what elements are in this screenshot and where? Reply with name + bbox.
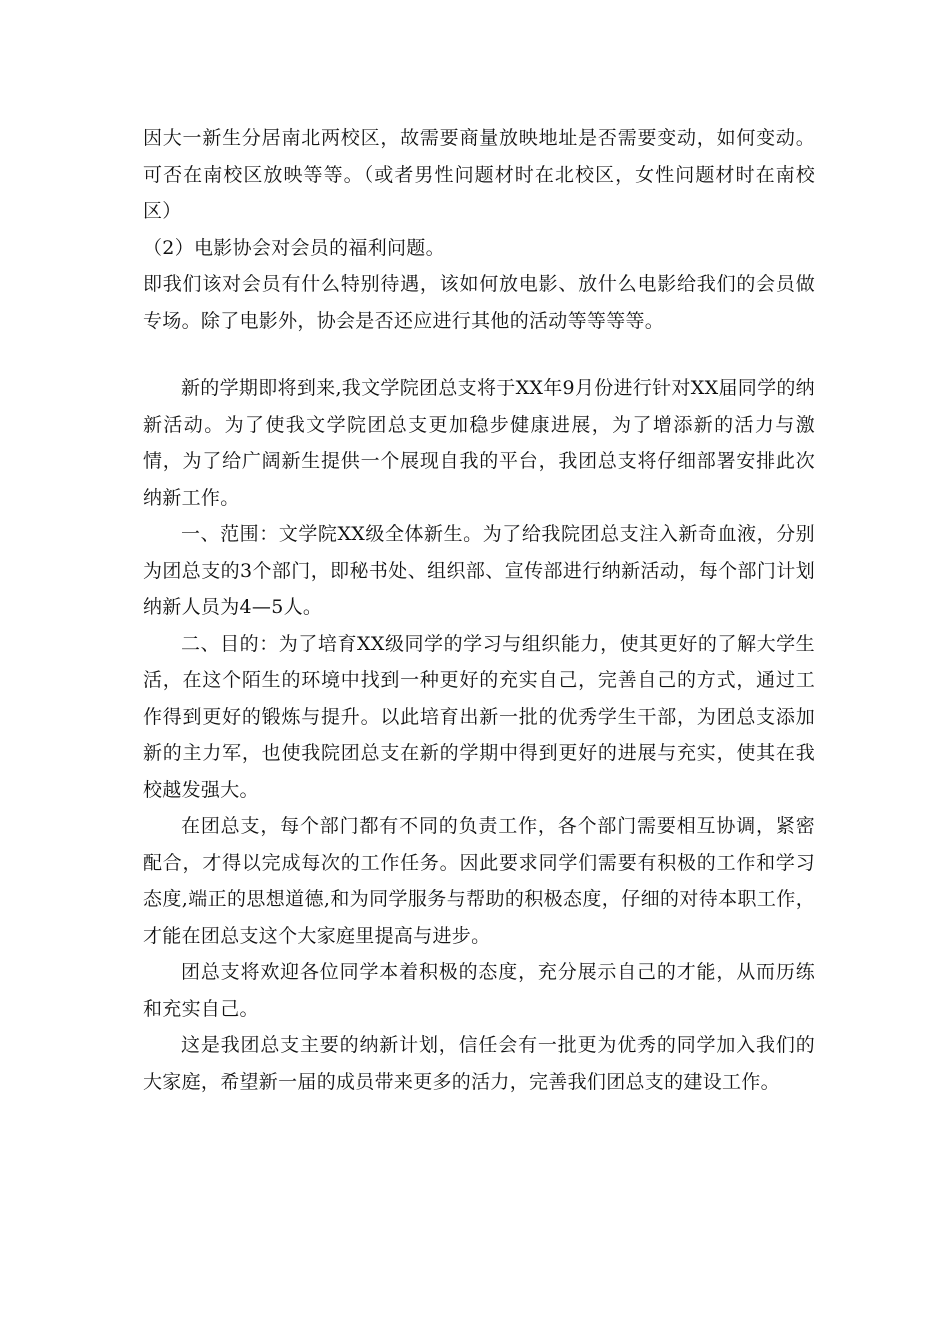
paragraph-purpose: 二、目的：为了培育XX级同学的学习与组织能力，使其更好的了解大学生活，在这个陌生的环境中找到一种更好的充实自己，完善自己的方式，通过工作得到更好的锻炼与提升。以此培育出新一批的优秀学生干部，为团总支添加新的主力军，也使我院团总支在新的学期中得到更好的进展与充实，使其在我校越发强大。 <box>143 632 815 801</box>
paragraph-requirements: 在团总支，每个部门都有不同的负责工作，各个部门需要相互协调，紧密配合，才得以完成每次的工作任务。因此要求同学们需要有积极的工作和学习态度,端正的思想道德,和为同学服务与帮助的积极态度，仔细的对待本职工作，才能在团总支这个大家庭里提高与进步。 <box>143 815 815 947</box>
main-section <box>143 370 815 1100</box>
top-section <box>143 120 815 339</box>
paragraph-member-benefits-heading: （2）电影协会对会员的福利问题。 <box>143 236 445 259</box>
paragraph-conclusion: 这是我团总支主要的纳新计划，信任会有一批更为优秀的同学加入我们的大家庭，希望新一届的成员带来更多的活力，完善我们团总支的建设工作。 <box>143 1034 815 1093</box>
paragraph-member-benefits-detail: 即我们该对会员有什么特别待遇，该如何放电影、放什么电影给我们的会员做专场。除了电影外，协会是否还应进行其他的活动等等等等。 <box>143 273 815 332</box>
paragraph-scope: 一、范围：文学院XX级全体新生。为了给我院团总支注入新奇血液，分别为团总支的3个部门，即秘书处、组织部、宣传部进行纳新活动，每个部门计划纳新人员为4—5人。 <box>143 523 815 618</box>
paragraph-welcome: 团总支将欢迎各位同学本着积极的态度，充分展示自己的才能，从而历练和充实自己。 <box>143 961 815 1020</box>
paragraph-intro: 新的学期即将到来,我文学院团总支将于XX年9月份进行针对XX届同学的纳新活动。为了使我文学院团总支更加稳步健康进展，为了增添新的活力与激情，为了给广阔新生提供一个展现自我的平台，我团总支将仔细部署安排此次纳新工作。 <box>143 377 815 509</box>
paragraph-venue-question: 因大一新生分居南北两校区，故需要商量放映地址是否需要变动，如何变动。可否在南校区放映等等。（或者男性问题材时在北校区，女性问题材时在南校区） <box>143 127 815 222</box>
